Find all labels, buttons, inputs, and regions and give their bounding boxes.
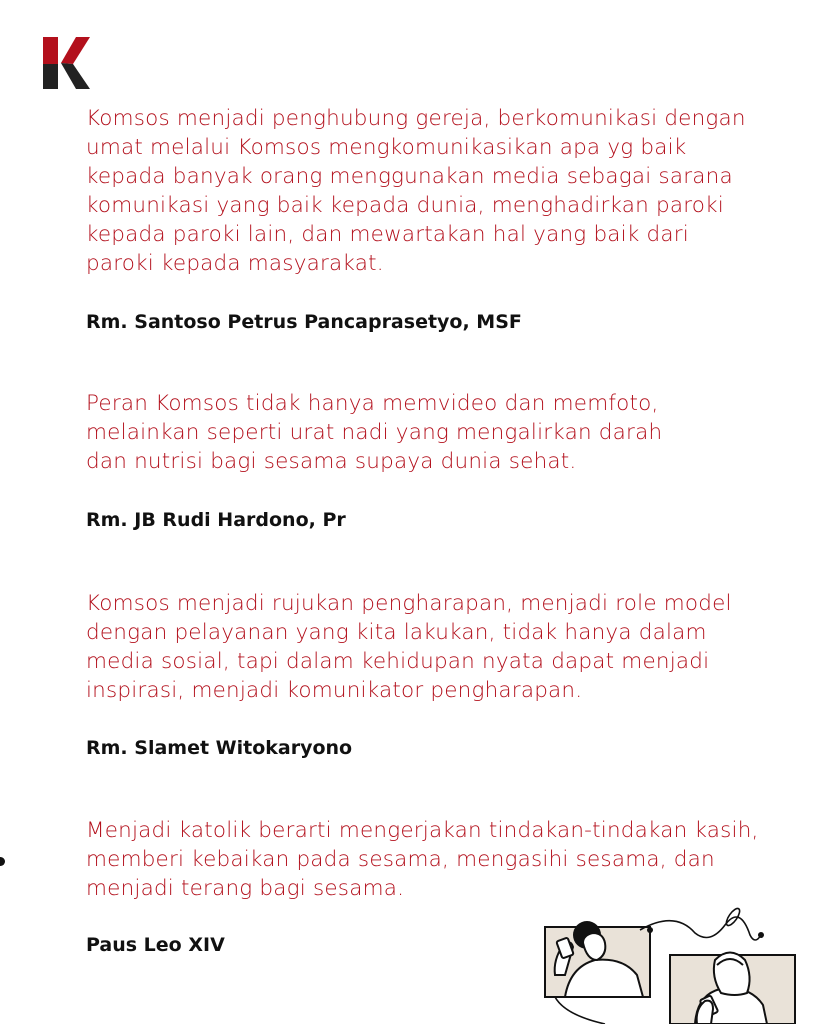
quote-text: Menjadi katolik berarti mengerjakan tindakan-tindakan kasih, memberi kebaikan pada sesama, mengasihi sesama, dan menjadi terang bagi sesama.	[86, 818, 759, 901]
decorative-dot	[0, 857, 5, 866]
quote-author: Paus Leo XIV	[86, 934, 225, 956]
k-logo-icon	[40, 34, 92, 92]
quote-author: Rm. Santoso Petrus Pancaprasetyo, MSF	[86, 311, 522, 333]
quote-text: Komsos menjadi penghubung gereja, berkomunikasi dengan umat melalui Komsos mengkomunikasikan apa yg baik kepada banyak orang menggunakan media sebagai sarana komunikasi yang baik kepada dunia, menghadirkan paroki kepada paroki lain, dan mewartakan hal yang baik dari paroki kepada masyarakat.	[86, 106, 746, 276]
quote-text: Komsos menjadi rujukan pengharapan, menjadi role model dengan pelayanan yang kita lakukan, tidak hanya dalam media sosial, tapi dalam kehidupan nyata dapat menjadi inspirasi, menjadi komunikator pengharapan.	[86, 591, 732, 703]
quote-author: Rm. JB Rudi Hardono, Pr	[86, 509, 346, 531]
people-talking-on-phones-illustration	[525, 905, 819, 1024]
quote-author: Rm. Slamet Witokaryono	[86, 737, 353, 759]
quote-text: Peran Komsos tidak hanya memvideo dan memfoto, melainkan seperti urat nadi yang mengalirkan darah dan nutrisi bagi sesama supaya dunia sehat.	[86, 391, 663, 474]
